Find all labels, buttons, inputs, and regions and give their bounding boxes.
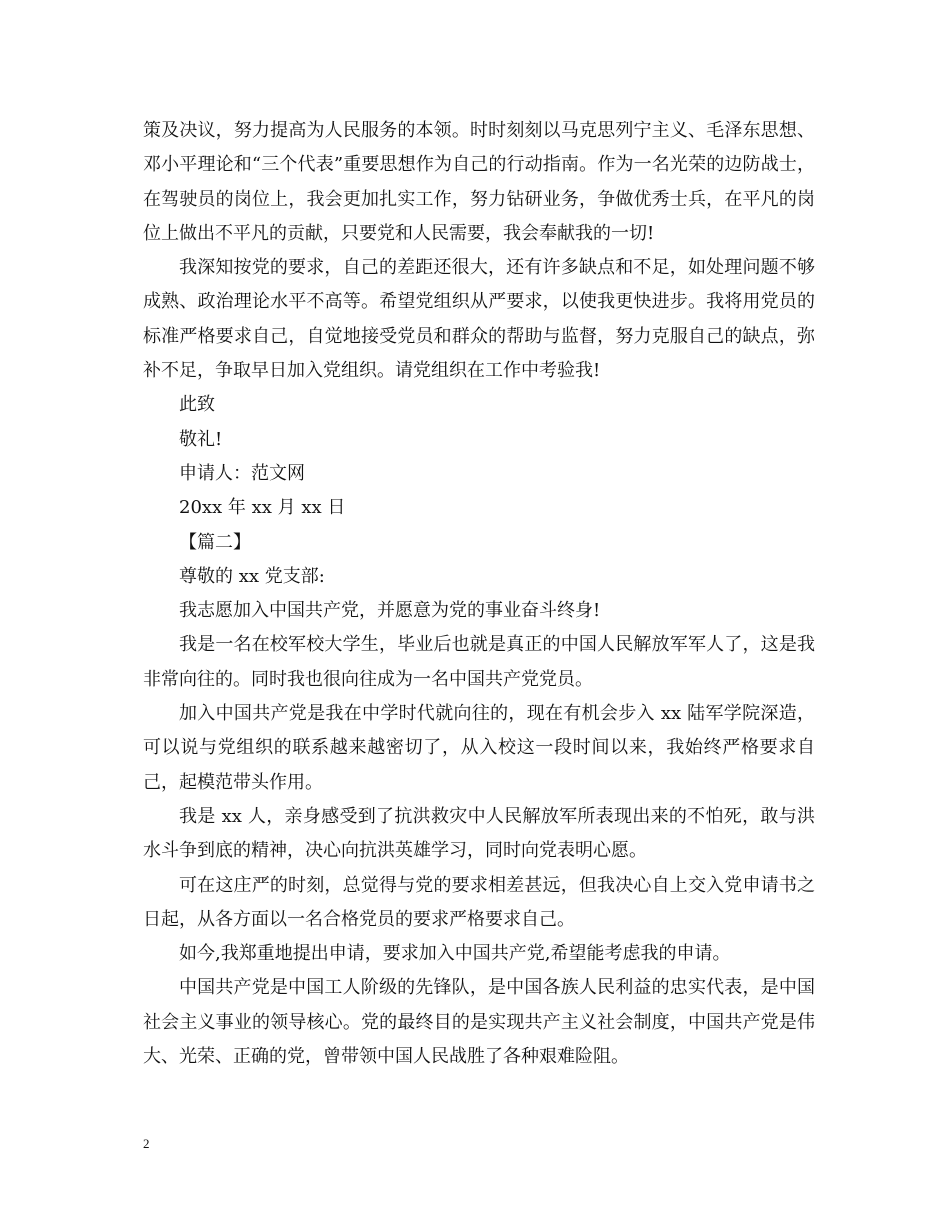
paragraph-continuation: 策及决议，努力提高为人民服务的本领。时时刻刻以马克思列宁主义、毛泽东思想、邓小平理论和“三个代表”重要思想作为自己的行动指南。作为一名光荣的边防战士，在驾驶员的岗位上，我会更加扎实工作，努力钻研业务，争做优秀士兵，在平凡的岗位上做出不平凡的贡献，只要党和人民需要，我会奉献我的一切! xyxy=(143,120,815,244)
document-body xyxy=(143,114,815,1074)
letter-date: 20xx 年 xx 月 xx 日 xyxy=(179,497,346,519)
paragraph-commitment: 可在这庄严的时刻，总觉得与党的要求相差甚远，但我决心自上交入党申请书之日起，从各方面以一名合格党员的要求严格要求自己。 xyxy=(143,874,815,930)
paragraph-aspiration: 加入中国共产党是我在中学时代就向往的，现在有机会步入 xx 陆军学院深造，可以说与党组织的联系越来越密切了，从入校这一段时间以来，我始终严格要求自己，起模范带头作用。 xyxy=(143,703,815,793)
page-number: 2 xyxy=(143,1136,150,1151)
paragraph-pledge: 我志愿加入中国共产党，并愿意为党的事业奋斗终身! xyxy=(179,600,601,622)
letter-greeting: 尊敬的 xx 党支部: xyxy=(179,565,325,587)
paragraph-flood-relief: 我是 xx 人，亲身感受到了抗洪救灾中人民解放军所表现出来的不怕死，敢与洪水斗争到底的精神，决心向抗洪英雄学习，同时向党表明心愿。 xyxy=(143,805,815,862)
closing-salutation: 此致 xyxy=(179,394,215,416)
paragraph-party-description: 中国共产党是中国工人阶级的先锋队，是中国各族人民利益的忠实代表，是中国社会主义事业的领导核心。党的最终目的是实现共产主义社会制度，中国共产党是伟大、光荣、正确的党，曾带领中国人民战胜了各种艰难险阻。 xyxy=(143,977,815,1068)
paragraph-student-background: 我是一名在校军校大学生，毕业后也就是真正的中国人民解放军军人了，这是我非常向往的。同时我也很向往成为一名中国共产党党员。 xyxy=(143,634,815,690)
applicant-signature: 申请人：范文网 xyxy=(179,462,305,484)
closing-respect: 敬礼! xyxy=(179,428,223,450)
paragraph-application: 如今,我郑重地提出申请，要求加入中国共产党,希望能考虑我的申请。 xyxy=(179,943,731,965)
section-heading: 【篇二】 xyxy=(179,531,251,553)
paragraph-self-assessment: 我深知按党的要求，自己的差距还很大，还有许多缺点和不足，如处理问题不够成熟、政治理论水平不高等。希望党组织从严要求，以使我更快进步。我将用党员的标准严格要求自己，自觉地接受党员和群众的帮助与监督，努力克服自己的缺点，弥补不足，争取早日加入党组织。请党组织在工作中考验我! xyxy=(143,257,815,382)
